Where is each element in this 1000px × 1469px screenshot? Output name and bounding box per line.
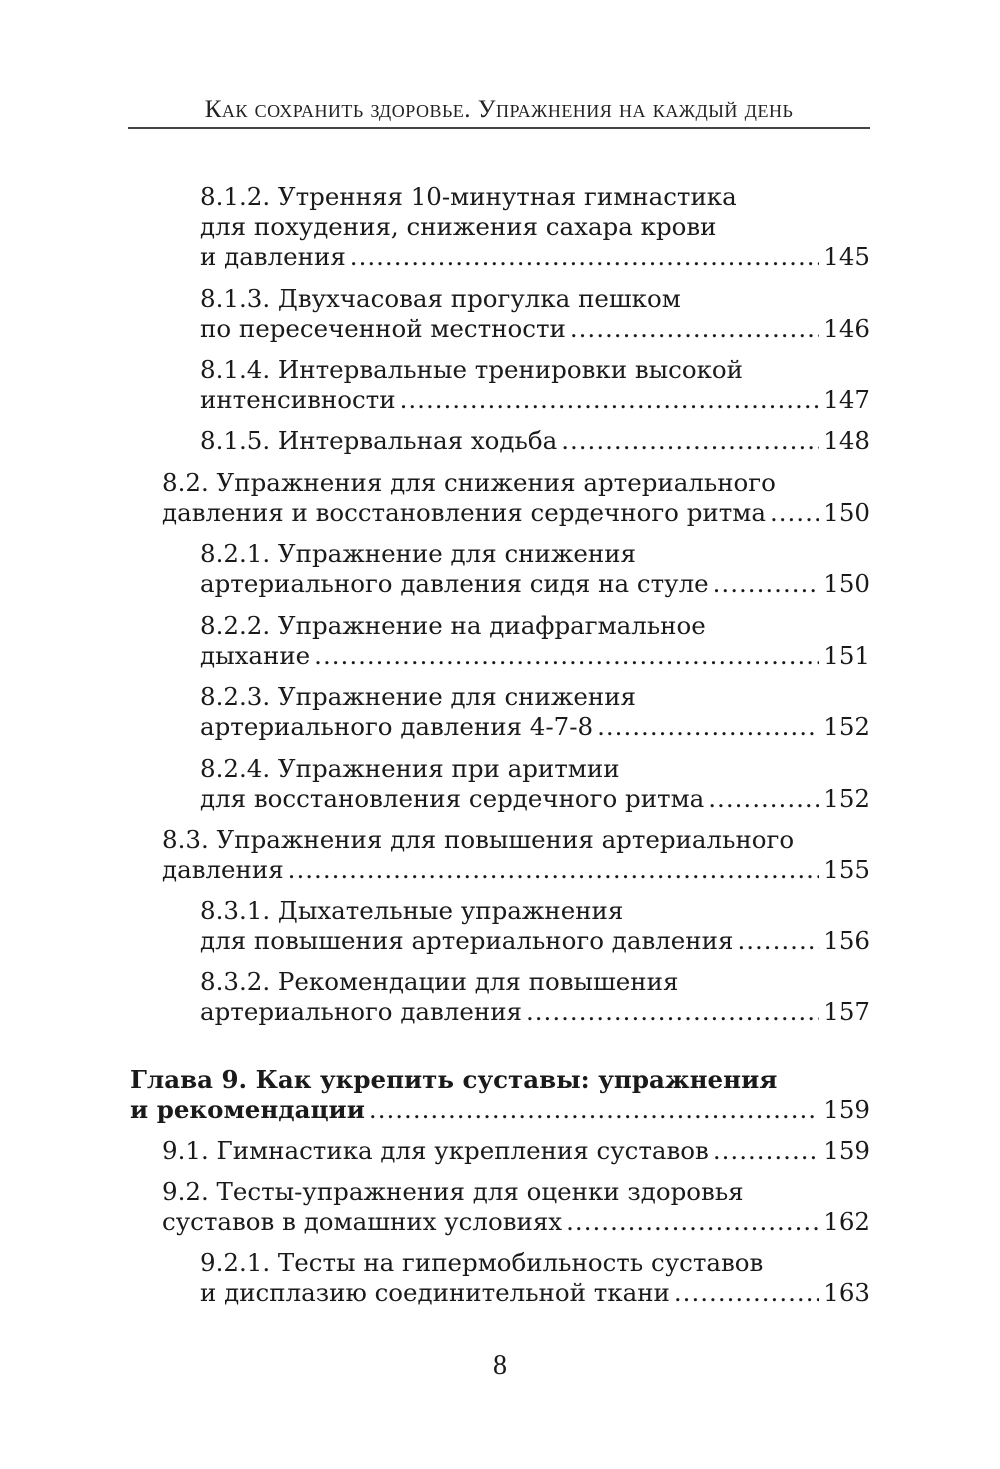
toc-page-number: 163 <box>823 1278 870 1307</box>
toc-entry-text: 8.2.2. Упражнение на диафрагмальное <box>200 611 706 640</box>
toc-entry-text: давления <box>162 855 284 884</box>
toc-entry-text: для восстановления сердечного ритма <box>200 784 705 813</box>
toc-entry-text: 8.3.2. Рекомендации для повышения <box>200 967 679 996</box>
dot-leader <box>350 242 819 272</box>
toc-entry-text: интенсивности <box>200 385 396 414</box>
dot-leader <box>561 426 819 456</box>
toc-page-number: 151 <box>823 641 870 670</box>
header-rule <box>128 127 870 129</box>
toc-entry-8-2-3 <box>200 682 870 742</box>
toc-page-number: 157 <box>823 997 870 1026</box>
toc-page-number: 152 <box>823 712 870 741</box>
toc-entry-text: 9.1. Гимнастика для укрепления суставов <box>162 1136 709 1165</box>
toc-entry-text: для похудения, снижения сахара крови <box>200 212 717 241</box>
dot-leader <box>369 1095 819 1125</box>
toc-page-number: 159 <box>823 1095 870 1124</box>
toc-entry-text: 8.2.3. Упражнение для снижения <box>200 682 636 711</box>
toc-entry-text: 8.2. Упражнения для снижения артериального <box>162 468 776 497</box>
toc-entry-text: 8.3. Упражнения для повышения артериального <box>162 825 795 854</box>
toc-entry-8-2-4 <box>200 754 870 814</box>
running-head: Как сохранить здоровье. Упражнения на каждый день <box>204 96 794 123</box>
toc-entry-9-2-1 <box>200 1248 870 1308</box>
toc-entry-text: артериального давления сидя на стуле <box>200 569 709 598</box>
dot-leader <box>566 1207 819 1237</box>
toc-entry-8-3 <box>162 825 870 885</box>
toc-page-number: 159 <box>823 1136 870 1165</box>
toc-page-number: 150 <box>823 569 870 598</box>
toc-entry-text: по пересеченной местности <box>200 314 566 343</box>
toc-entry-text: 9.2.1. Тесты на гипермобильность суставов <box>200 1248 764 1277</box>
toc-page-number: 148 <box>823 426 870 455</box>
toc-entry-8-3-2 <box>200 967 870 1027</box>
toc-entry-text: 8.1.2. Утренняя 10-минутная гимнастика <box>200 182 737 211</box>
dot-leader <box>570 314 819 344</box>
toc-entry-text: 8.2.4. Упражнения при аритмии <box>200 754 620 783</box>
dot-leader <box>713 569 820 599</box>
toc-page-number: 145 <box>823 242 870 271</box>
toc-entry-text: дыхание <box>200 641 311 670</box>
toc-entry-8-3-1 <box>200 896 870 956</box>
dot-leader <box>713 1136 819 1166</box>
toc-page-number: 146 <box>823 314 870 343</box>
toc-entry-9-2 <box>162 1177 870 1237</box>
toc-entry-text: и давления <box>200 242 346 271</box>
toc-entry-9-1 <box>162 1136 870 1166</box>
page-number: 8 <box>493 1350 507 1381</box>
toc-entry-text: артериального давления <box>200 997 522 1026</box>
toc-entry-text: 8.1.5. Интервальная ходьба <box>200 426 558 455</box>
toc-page-number: 155 <box>823 855 870 884</box>
dot-leader <box>708 784 819 814</box>
toc-page-number: 147 <box>823 385 870 414</box>
toc-entry-text: и дисплазию соединительной ткани <box>200 1278 670 1307</box>
toc-chapter-title: Глава 9. Как укрепить суставы: упражнения <box>130 1065 778 1094</box>
toc-entry-text: артериального давления 4-7-8 <box>200 712 594 741</box>
toc-entry-8-1-4 <box>200 355 870 415</box>
dot-leader <box>288 855 820 885</box>
toc-entry-8-2-1 <box>200 539 870 599</box>
toc-entry-text: 8.1.4. Интервальные тренировки высокой <box>200 355 743 384</box>
toc-page-number: 156 <box>823 926 870 955</box>
toc-page-number: 162 <box>823 1207 870 1236</box>
toc-entry-8-2-2 <box>200 611 870 671</box>
dot-leader <box>400 385 820 415</box>
toc-entry-text: давления и восстановления сердечного ритма <box>162 498 766 527</box>
toc-page-number: 150 <box>823 498 870 527</box>
toc-chapter-title: и рекомендации <box>130 1095 365 1124</box>
toc-entry-8-1-5 <box>200 426 870 456</box>
toc-entry-text: 8.2.1. Упражнение для снижения <box>200 539 636 568</box>
dot-leader <box>770 498 819 528</box>
toc-entry-text: 9.2. Тесты-упражнения для оценки здоровья <box>162 1177 744 1206</box>
dot-leader <box>674 1278 819 1308</box>
dot-leader <box>314 641 819 671</box>
toc-entry-text: 8.1.3. Двухчасовая прогулка пешком <box>200 284 681 313</box>
toc-entry-text: суставов в домашних условиях <box>162 1207 563 1236</box>
dot-leader <box>597 712 819 742</box>
toc-entry-text: для повышения артериального давления <box>200 926 734 955</box>
toc-entry-8-2 <box>162 468 870 528</box>
toc-entry-chapter-9 <box>130 1065 870 1125</box>
toc-entry-8-1-3 <box>200 284 870 344</box>
dot-leader <box>526 997 819 1027</box>
toc-entry-8-1-2 <box>200 182 870 272</box>
toc-page-number: 152 <box>823 784 870 813</box>
toc-entry-text: 8.3.1. Дыхательные упражнения <box>200 896 624 925</box>
dot-leader <box>737 926 819 956</box>
